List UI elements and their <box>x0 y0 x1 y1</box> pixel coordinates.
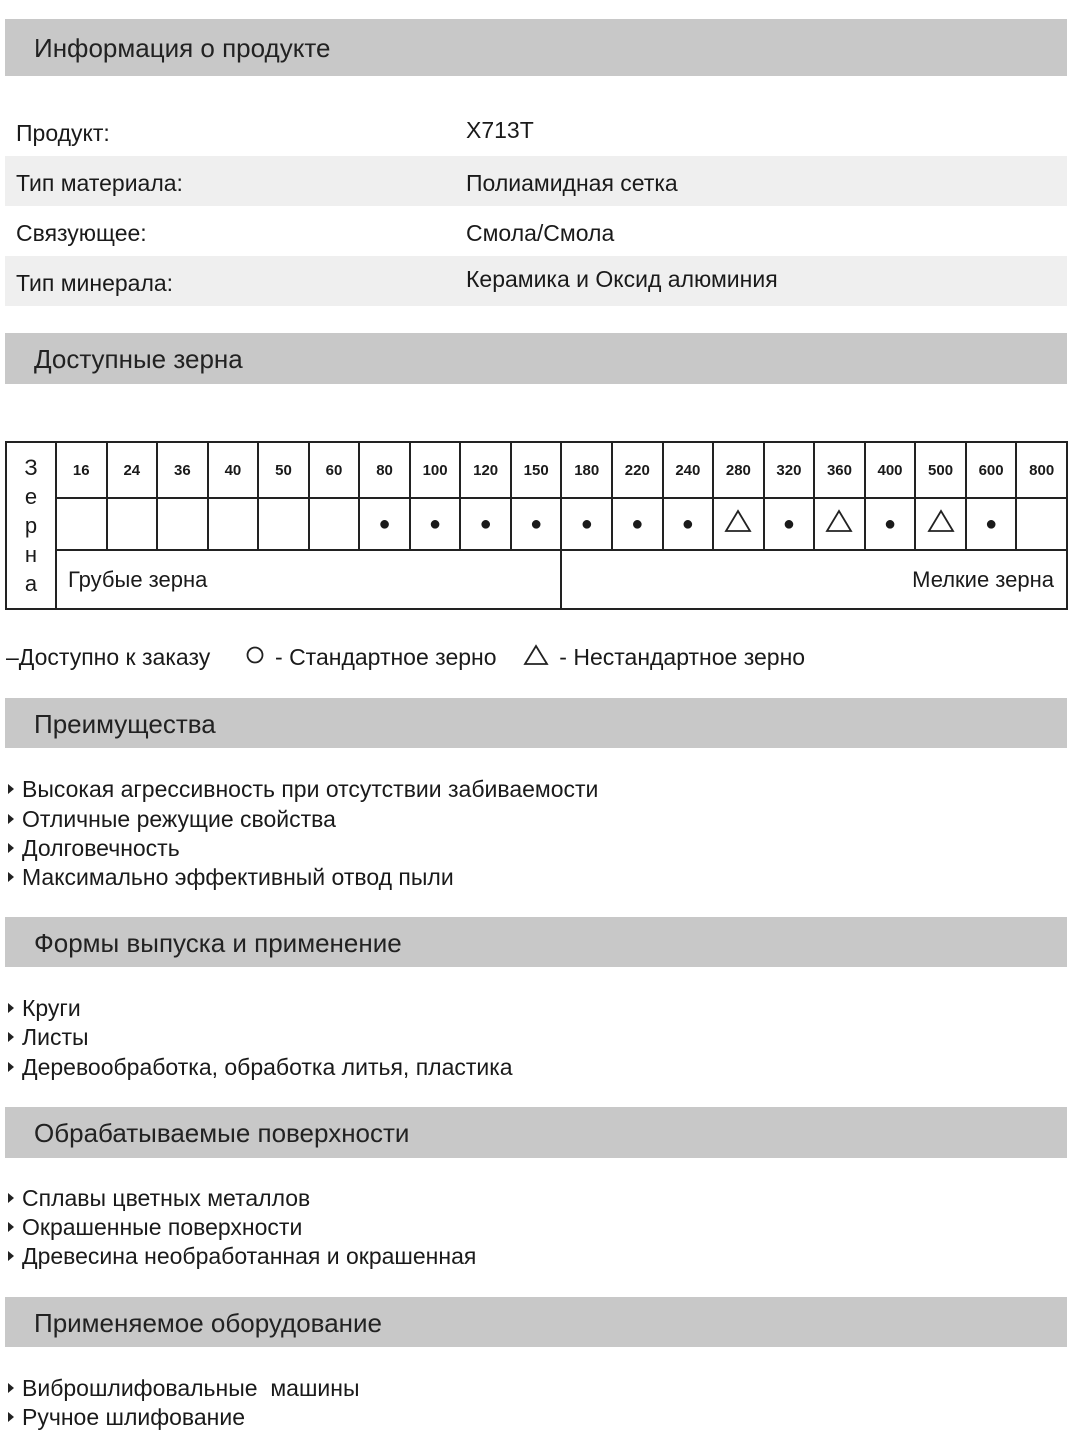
section-header-grits <box>5 333 1067 384</box>
grit-number: 240 <box>663 442 714 498</box>
grit-number: 220 <box>612 442 663 498</box>
list-item-text: Долговечность <box>22 835 180 861</box>
list-item <box>8 1243 476 1270</box>
grit-number: 500 <box>915 442 966 498</box>
section-title: Информация о продукте <box>34 33 331 63</box>
bullet-icon <box>8 1032 14 1042</box>
grit-number: 60 <box>309 442 360 498</box>
material-value: Полиамидная сетка <box>466 170 678 196</box>
grit-number: 600 <box>966 442 1017 498</box>
triangle-icon <box>523 644 549 672</box>
binder-label: Связующее: <box>16 220 147 246</box>
grit-number: 40 <box>208 442 259 498</box>
grit-mark-triangle-icon <box>915 498 966 550</box>
circle-icon <box>245 644 265 671</box>
grit-mark-dot: ● <box>612 498 663 550</box>
list-item-text: Виброшлифовальные машины <box>22 1375 360 1401</box>
grit-number: 16 <box>56 442 107 498</box>
grit-mark-empty <box>258 498 309 550</box>
grit-mark-triangle-icon <box>814 498 865 550</box>
list-item <box>8 1185 310 1212</box>
grit-number: 36 <box>157 442 208 498</box>
bullet-icon <box>8 784 14 794</box>
grit-mark-triangle-icon <box>713 498 764 550</box>
list-item-text: Листы <box>22 1024 89 1050</box>
grit-number: 80 <box>359 442 410 498</box>
section-title: Формы выпуска и применение <box>34 928 402 958</box>
grit-mark-dot: ● <box>359 498 410 550</box>
grit-number: 400 <box>865 442 916 498</box>
grit-number: 180 <box>561 442 612 498</box>
grit-mark-empty <box>157 498 208 550</box>
grit-number: 800 <box>1016 442 1067 498</box>
bullet-icon <box>8 1003 14 1013</box>
side-letter: а <box>24 571 38 596</box>
section-title: Преимущества <box>34 709 216 739</box>
grit-number: 360 <box>814 442 865 498</box>
legend-nonstandard: - Нестандартное зерно <box>559 644 806 671</box>
bullet-icon <box>8 1062 14 1072</box>
bullet-icon <box>8 814 14 824</box>
section-title: Доступные зерна <box>34 344 243 374</box>
grit-side-label <box>6 442 56 609</box>
bullet-icon <box>8 1412 14 1422</box>
section-title: Обрабатываемые поверхности <box>34 1118 410 1148</box>
list-item-text: Деревообработка, обработка литья, пластика <box>22 1054 513 1080</box>
section-title: Применяемое оборудование <box>34 1308 382 1338</box>
product-value: X713T <box>466 117 534 143</box>
bullet-icon <box>8 1193 14 1203</box>
list-item <box>8 1024 89 1051</box>
bullet-icon <box>8 843 14 853</box>
mineral-label: Тип минерала: <box>16 270 174 296</box>
grit-mark-empty <box>1016 498 1067 550</box>
grit-number: 150 <box>511 442 562 498</box>
list-item <box>8 806 336 833</box>
list-item-text: Отличные режущие свойства <box>22 806 336 832</box>
grit-mark-dot: ● <box>511 498 562 550</box>
bullet-icon <box>8 1383 14 1393</box>
bullet-icon <box>8 872 14 882</box>
list-item-text: Ручное шлифование <box>22 1404 246 1430</box>
material-row <box>5 156 1067 206</box>
grit-mark-dot: ● <box>966 498 1017 550</box>
list-item-text: Максимально эффективный отвод пыли <box>22 864 454 890</box>
bullet-icon <box>8 1222 14 1232</box>
side-letter: р <box>24 513 38 538</box>
grit-availability-row <box>6 498 1067 550</box>
list-item <box>8 1214 302 1241</box>
list-item-text: Круги <box>22 995 81 1021</box>
grit-mark-dot: ● <box>561 498 612 550</box>
material-label: Тип материала: <box>16 170 183 196</box>
section-header-advantages <box>5 698 1067 748</box>
legend-standard: - Стандартное зерно <box>275 644 497 671</box>
section-header-surfaces <box>5 1107 1067 1158</box>
list-item <box>8 1404 245 1431</box>
side-letter: е <box>24 484 38 509</box>
side-letter: н <box>24 542 38 567</box>
list-item <box>8 835 180 862</box>
section-header-product-info <box>5 19 1067 76</box>
binder-row <box>5 206 1067 256</box>
binder-value: Смола/Смола <box>466 220 615 246</box>
grit-table <box>5 441 1068 610</box>
coarse-grits-label: Грубые зерна <box>56 550 561 609</box>
list-item <box>8 1375 359 1402</box>
bullet-icon <box>8 1251 14 1261</box>
grit-mark-dot: ● <box>663 498 714 550</box>
list-item <box>8 995 81 1022</box>
grit-number: 24 <box>107 442 158 498</box>
grit-number: 50 <box>258 442 309 498</box>
list-item <box>8 864 454 891</box>
grit-mark-dot: ● <box>460 498 511 550</box>
grit-mark-empty <box>208 498 259 550</box>
grit-mark-dot: ● <box>410 498 461 550</box>
list-item-text: Сплавы цветных металлов <box>22 1185 311 1211</box>
grit-number: 320 <box>764 442 815 498</box>
fine-grits-label: Мелкие зерна <box>561 550 1067 609</box>
mineral-row <box>5 256 1067 306</box>
grit-number: 100 <box>410 442 461 498</box>
list-item-text: Высокая агрессивность при отсутствии забиваемости <box>22 776 599 802</box>
product-label: Продукт: <box>16 120 110 146</box>
grit-number: 120 <box>460 442 511 498</box>
list-item <box>8 776 598 803</box>
grit-legend <box>6 643 805 672</box>
list-item-text: Окрашенные поверхности <box>22 1214 303 1240</box>
grit-mark-dot: ● <box>764 498 815 550</box>
list-item-text: Древесина необработанная и окрашенная <box>22 1243 477 1269</box>
grit-mark-dot: ● <box>865 498 916 550</box>
grit-mark-empty <box>309 498 360 550</box>
section-header-equipment <box>5 1297 1067 1347</box>
grit-mark-empty <box>56 498 107 550</box>
grit-number: 280 <box>713 442 764 498</box>
product-row <box>5 106 1067 156</box>
side-letter: З <box>24 455 38 480</box>
grit-mark-empty <box>107 498 158 550</box>
mineral-value: Керамика и Оксид алюминия <box>466 266 778 292</box>
section-header-forms <box>5 917 1067 967</box>
legend-available: –Доступно к заказу <box>6 644 211 671</box>
list-item <box>8 1054 513 1081</box>
